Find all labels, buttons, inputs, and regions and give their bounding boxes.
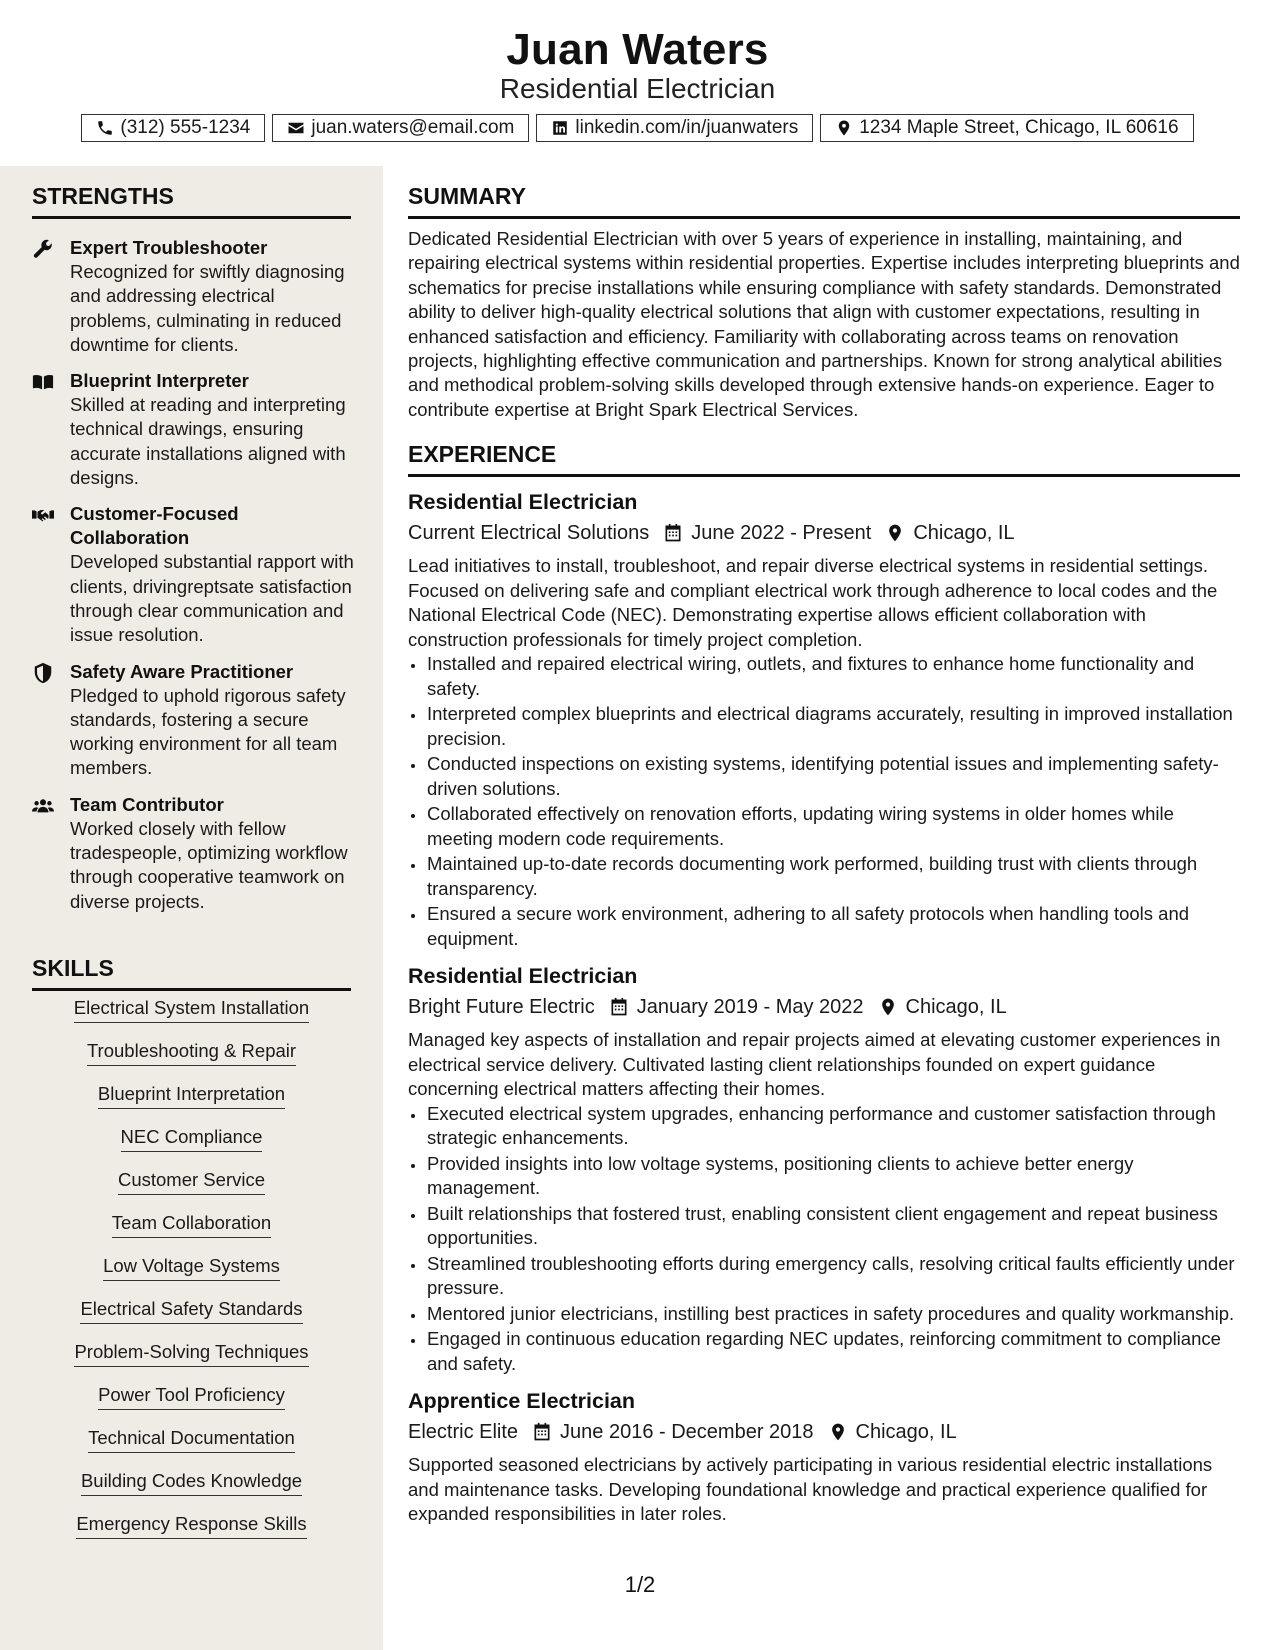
skill-item: Low Voltage Systems (32, 1254, 351, 1281)
sidebar (0, 166, 383, 1650)
job-company: Bright Future Electric (408, 996, 595, 1019)
contact-email-text: juan.waters@email.com (311, 117, 515, 138)
job-meta (408, 518, 1240, 548)
calendar-icon (609, 997, 629, 1017)
job-location: Chicago, IL (855, 1421, 957, 1444)
shield-icon (32, 662, 54, 684)
strength-item (32, 369, 357, 490)
job-meta (408, 1417, 1240, 1447)
calendar-icon (663, 523, 683, 543)
strength-item (32, 236, 357, 357)
strength-title: Blueprint Interpreter (70, 370, 249, 392)
job-bullet: • Maintained up-to-date records documenting work performed, building trust with clients through transparency. (426, 852, 1240, 901)
job-bullet: • Collaborated effectively on renovation efforts, updating wiring systems in older homes while meeting modern code requirements. (426, 802, 1240, 851)
job-location: Chicago, IL (905, 996, 1007, 1019)
job-bullet: • Built relationships that fostered trust, enabling consistent client engagement and repeat business opportunities. (426, 1202, 1240, 1251)
skill-item: Technical Documentation (32, 1426, 351, 1453)
job-dates: January 2019 - May 2022 (636, 996, 864, 1019)
skill-item: Electrical Safety Standards (32, 1297, 351, 1324)
summary-heading: SUMMARY (408, 182, 1240, 219)
job-bullet: • Conducted inspections on existing systems, identifying potential issues and implementing safety-driven solutions. (426, 752, 1240, 801)
map-pin-icon (878, 997, 898, 1017)
job-meta (408, 992, 1240, 1022)
strength-desc: Recognized for swiftly diagnosing and addressing electrical problems, culminating in reduced downtime for clients. (70, 261, 345, 355)
handshake-icon (32, 504, 54, 526)
job-entry (408, 487, 1240, 951)
job-company: Electric Elite (408, 1421, 519, 1444)
job-bullet: • Provided insights into low voltage systems, positioning clients to achieve better energy management. (426, 1152, 1240, 1201)
skills-heading: SKILLS (32, 954, 351, 991)
job-title: Apprentice Electrician (408, 1389, 636, 1414)
job-bullets (408, 1102, 1240, 1377)
linkedin-icon (551, 119, 569, 137)
job-bullet: • Engaged in continuous education regarding NEC updates, reinforcing commitment to compliance and safety. (426, 1327, 1240, 1376)
phone-icon (96, 119, 114, 137)
job-location: Chicago, IL (913, 522, 1015, 545)
users-icon (32, 795, 54, 817)
contact-email[interactable] (272, 114, 529, 142)
map-pin-icon (885, 523, 905, 543)
strength-item (32, 793, 357, 914)
strength-desc: Skilled at reading and interpreting technical drawings, ensuring accurate installations aligned with designs. (70, 394, 346, 489)
job-bullet: • Interpreted complex blueprints and electrical diagrams accurately, resulting in improved installation precision. (426, 702, 1240, 751)
job-bullet: • Streamlined troubleshooting efforts during emergency calls, resolving critical faults efficiently under pressure. (426, 1252, 1240, 1301)
calendar-icon (532, 1422, 552, 1442)
candidate-title: Residential Electrician (499, 73, 776, 104)
job-title: Residential Electrician (408, 490, 638, 515)
map-pin-icon (835, 119, 853, 137)
strength-item (32, 660, 357, 781)
job-dates: June 2022 - Present (691, 522, 872, 545)
main-content (408, 166, 1240, 1527)
envelope-icon (287, 119, 305, 137)
skill-item: Building Codes Knowledge (32, 1469, 351, 1496)
strength-title: Safety Aware Practitioner (70, 660, 294, 682)
strengths-list (32, 236, 357, 926)
skills-list (32, 996, 351, 1555)
strength-desc: Worked closely with fellow tradespeople, optimizing workflow through cooperative teamwork on diverse projects. (70, 817, 348, 912)
strength-title: Expert Troubleshooter (70, 237, 268, 258)
job-bullet: • Installed and repaired electrical wiring, outlets, and fixtures to enhance home functionality and safety. (426, 652, 1240, 701)
wrench-icon (32, 238, 54, 260)
job-description: Managed key aspects of installation and repair projects aimed at elevating customer experiences in electrical service delivery. Cultivated lasting client relationships founded on expert guidance concerning electrical matters affecting their homes. (408, 1029, 1221, 1100)
contact-bar (0, 114, 1275, 142)
strengths-heading: STRENGTHS (32, 182, 351, 219)
job-company: Current Electrical Solutions (408, 522, 650, 545)
skill-item: Customer Service (32, 1168, 351, 1195)
book-icon (32, 371, 54, 393)
map-pin-icon (828, 1422, 848, 1442)
job-description: Lead initiatives to install, troubleshoot, and repair diverse electrical systems in residential settings. Focused on delivering safe and compliant electrical work through adherence to local codes and the National Electrical Code (NEC). Demonstrating expertise allows efficient collaboration with construction professionals for timely project completion. (408, 555, 1218, 650)
job-entry (408, 1386, 1240, 1527)
skill-item: Electrical System Installation (32, 996, 351, 1023)
skill-item: Emergency Response Skills (32, 1512, 351, 1539)
job-bullets (408, 652, 1240, 951)
contact-address-text: 1234 Maple Street, Chicago, IL 60616 (859, 117, 1179, 138)
job-bullet: • Mentored junior electricians, instilling best practices in safety procedures and quality workmanship. (426, 1302, 1240, 1327)
skill-item: Power Tool Proficiency (32, 1383, 351, 1410)
candidate-name: Juan Waters (506, 25, 769, 74)
page-number: 1/2 (624, 1572, 656, 1597)
job-description: Supported seasoned electricians by actively participating in various residential electric installations and maintenance tasks. Developing foundational knowledge and practical experience qualified for expanded responsibilities in later roles. (408, 1454, 1213, 1525)
skill-item: NEC Compliance (32, 1125, 351, 1152)
experience-heading: EXPERIENCE (408, 440, 1240, 477)
strength-title: Customer-Focused Collaboration (70, 503, 239, 549)
summary-text: Dedicated Residential Electrician with over 5 years of experience in installing, maintaining, and repairing electrical systems within residential properties. Expertise includes interpreting blueprints and schematics for precise installations while ensuring compliance with safety standards. Demonstrated ability to deliver high-quality electrical solutions that align with customer expectations, resulting in enhanced satisfaction and efficiency. Familiarity with collaborating across teams on renovation projects, highlighting effective communication and partnerships. Known for strong analytical abilities and methodical problem-solving skills developed through extensive hands-on experience. Eager to contribute expertise at Bright Spark Electrical Services. (408, 228, 1240, 420)
job-entry (408, 961, 1240, 1376)
skill-item: Problem-Solving Techniques (32, 1340, 351, 1367)
strength-desc: Pledged to uphold rigorous safety standards, fostering a secure working environment for all team members. (70, 684, 346, 779)
job-dates: June 2016 - December 2018 (560, 1421, 814, 1444)
contact-linkedin-text: linkedin.com/in/juanwaters (575, 117, 799, 138)
strength-desc: Developed substantial rapport with clients, drivingreptsate satisfaction through clear communication and issue resolution. (70, 551, 354, 646)
contact-linkedin[interactable] (536, 114, 813, 142)
contact-phone-text: (312) 555-1234 (120, 117, 251, 138)
skill-item: Team Collaboration (32, 1211, 351, 1238)
strength-item (32, 502, 357, 647)
contact-phone[interactable] (81, 114, 265, 142)
skill-item: Troubleshooting & Repair (32, 1039, 351, 1066)
strength-title: Team Contributor (70, 793, 224, 815)
resume-header (0, 0, 1275, 166)
skill-item: Blueprint Interpretation (32, 1082, 351, 1109)
job-bullet: • Ensured a secure work environment, adhering to all safety protocols when handling tools and equipment. (426, 902, 1240, 951)
contact-address (820, 114, 1193, 142)
job-title: Residential Electrician (408, 964, 638, 989)
job-bullet: • Executed electrical system upgrades, enhancing performance and customer satisfaction through strategic enhancements. (426, 1102, 1240, 1151)
